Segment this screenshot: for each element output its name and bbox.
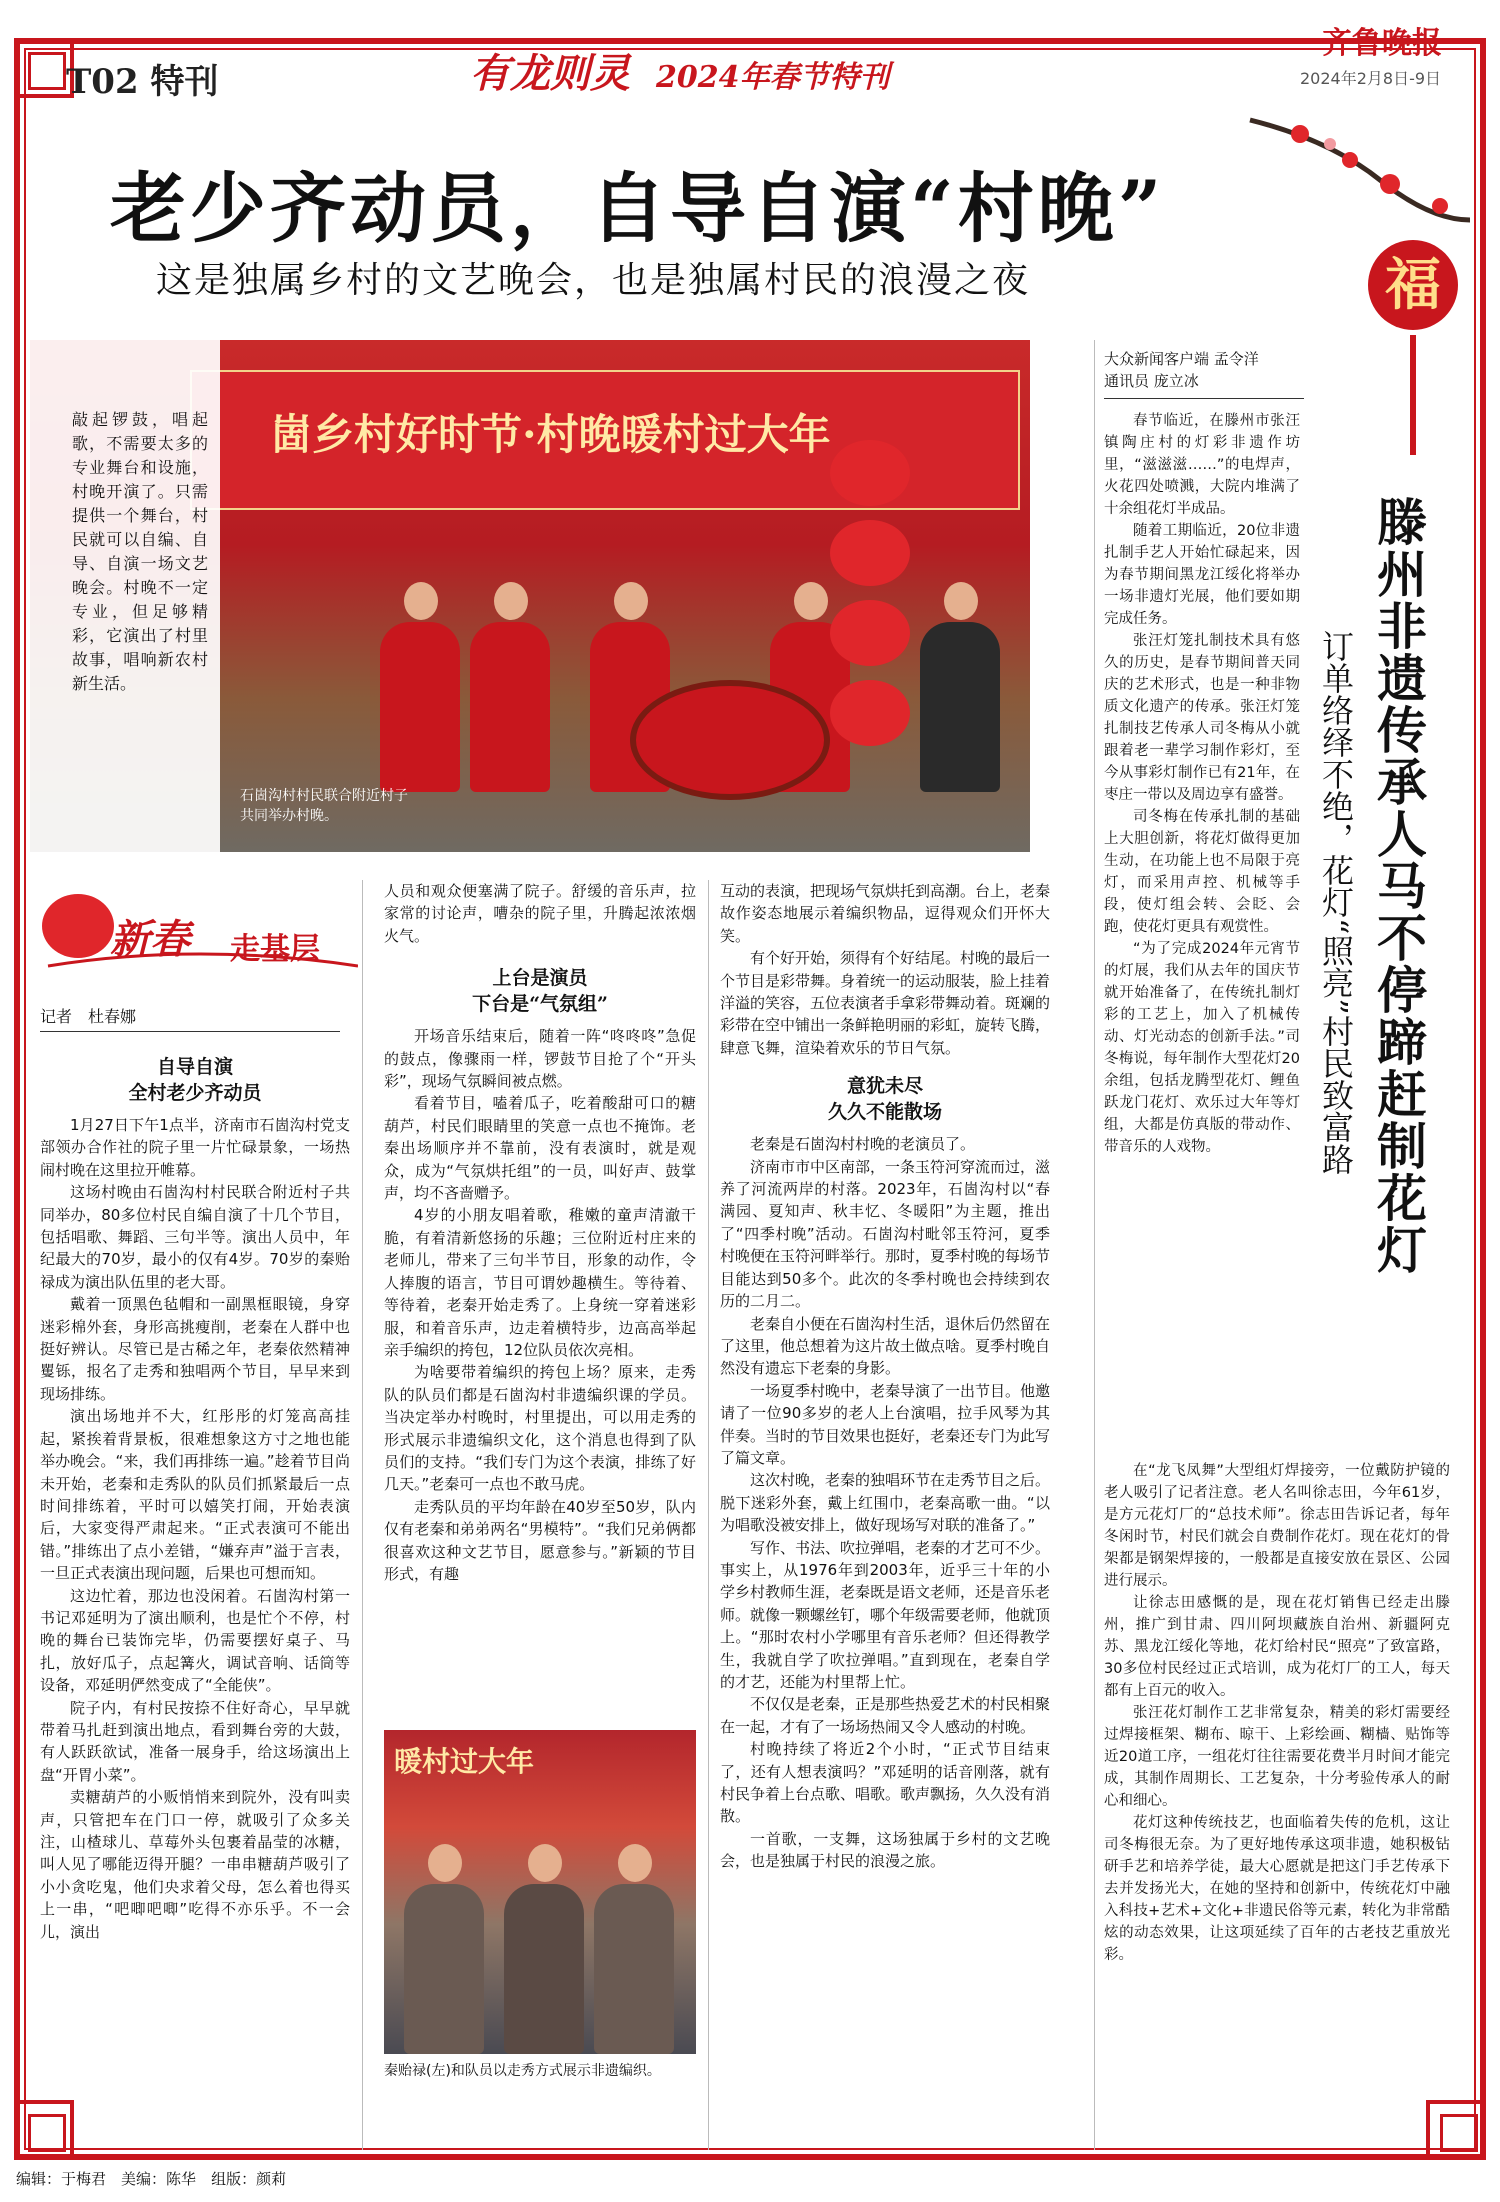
byline (1104, 348, 1304, 399)
performer-figure (404, 1884, 484, 2054)
article-column-1 (40, 1044, 350, 1943)
byline-reporter: 大众新闻客户端 孟令洋 (1104, 350, 1259, 368)
issue-label: T02 特刊 (66, 62, 219, 102)
paragraph: 走秀队员的平均年龄在40岁至50岁，队内仅有老秦和弟弟两名“男模特”。“我们兄弟俩都很喜欢这种文艺节目，愿意参与。”新颖的节目形式，有趣 (384, 1497, 696, 1583)
performer-figure (594, 1884, 674, 2054)
section-logo-text: 新春 (110, 916, 190, 963)
footer-art-editor: 美编：陈华 (121, 2170, 197, 2188)
footer-editor: 编辑：于梅君 (16, 2170, 107, 2188)
paragraph: 不仅仅是老秦，正是那些热爱艺术的村民相聚在一起，才有了一场场热闹又令人感动的村晚。 (720, 1695, 1051, 1736)
column-divider (708, 880, 709, 2150)
paragraph: 人员和观众便塞满了院子。舒缓的音乐声，拉家常的讨论声，嘈杂的院子里，升腾起浓浓烟火气。 (384, 882, 696, 945)
page-subheadline: 这是独属乡村的文艺晚会，也是独属村民的浪漫之夜 (156, 260, 1031, 301)
photo-banner-text: 暖村过大年 (394, 1745, 535, 1778)
paragraph: “为了完成2024年元宵节的灯展，我们从去年的国庆节就开始准备了，在传统扎制灯彩的工艺上，加入了机械传动、灯光动态的创新手法。”司冬梅说，每年制作大型花灯20余组，包括龙腾型花灯、鲤鱼跃龙门花灯、欢乐过大年等灯组，大都是仿真版的带动作、带音乐的人戏物。 (1104, 941, 1300, 1155)
page-footer (16, 2168, 286, 2189)
fu-lantern-icon: 福 (1368, 240, 1458, 330)
paragraph: 互动的表演，把现场气氛烘托到高潮。台上，老秦故作姿态地展示着编织物品，逗得观众们开怀大笑。 (720, 882, 1051, 945)
article-column-3 (720, 880, 1050, 1873)
drum-icon (630, 680, 830, 800)
paragraph: 村晚持续了将近2个小时，“正式节目结束了，还有人想表演吗？”邓延明的话音刚落，就有村民争着上台点歌、唱歌。歌声飘扬，久久没有消散。 (720, 1740, 1051, 1826)
section-title-line1: 意犹未尽 (846, 1075, 923, 1098)
section-logo-text-b: 走基层 (230, 932, 320, 967)
section-title-line2: 下台是“气氛组” (472, 993, 608, 1016)
footer-layout: 组版：颜莉 (211, 2170, 287, 2188)
section-title (40, 1054, 350, 1106)
paragraph: 有个好开始，须得有个好结尾。村晚的最后一个节目是彩带舞。身着统一的运动服装，脸上挂着洋溢的笑容，五位表演者手拿彩带舞动着。斑斓的彩带在空中铺出一条鲜艳明丽的彩虹，旋转飞腾，肆意飞舞，渲染着欢乐的节日气氛。 (720, 949, 1051, 1057)
sidebar-headline: 滕州非遗传承人马不停蹄赶制花灯 (1369, 496, 1428, 1276)
corner-ornament-bottom-right (1426, 2100, 1486, 2160)
section-title (720, 1073, 1050, 1125)
section-title-line2: 久久不能散场 (827, 1101, 942, 1124)
section-title-line2: 全村老少齐动员 (128, 1082, 262, 1104)
paragraph: 戴着一顶黑色毡帽和一副黑框眼镜，身穿迷彩棉外套，身形高挑瘦削，老秦在人群中也挺好辨认。尽管已是古稀之年，老秦依然精神矍铄，报名了走秀和独唱两个节目，早早来到现场排练。 (40, 1295, 350, 1403)
paragraph: 这次村晚，老秦的独唱环节在走秀节目之后。脱下迷彩外套，戴上红围巾，老秦高歌一曲。“以为唱歌没被安排上，做好现场写对联的准备了。” (720, 1471, 1051, 1535)
page-headline: 老少齐动员，自导自演“村晚” (110, 164, 1166, 253)
performer-figure (920, 622, 1000, 792)
special-title-sub: 2024年春节特刊 (656, 60, 890, 95)
photo-caption: 石崮沟村村民联合附近村子共同举办村晚。 (240, 788, 408, 824)
issue-date: 2024年2月8日-9日 (1300, 69, 1442, 88)
paragraph: 让徐志田感慨的是，现在花灯销售已经走出滕州，推广到甘肃、四川阿坝藏族自治州、新疆阿克苏、黑龙江绥化等地，花灯给村民“照亮”了致富路，30多位村民经过正式培训，成为花灯厂的工人，每天都有上百元的收入。 (1104, 1595, 1450, 1699)
paragraph: 院子内，有村民按捺不住好奇心，早早就带着马扎赶到演出地点，看到舞台旁的大鼓，有人跃跃欲试，准备一展身手，给这场演出上盘“开胃小菜”。 (40, 1698, 350, 1784)
paragraph: 看着节目，嗑着瓜子，吃着酸甜可口的糖葫芦，村民们眼睛里的笑意一点也不掩饰。老秦出场顺序并不靠前，没有表演时，就是观众，成为“气氛烘托组”的一员，叫好声、鼓掌声，均不吝啬赠予。 (384, 1094, 696, 1203)
corner-ornament-top-left (14, 38, 74, 98)
paragraph: 这边忙着，那边也没闲着。石崮沟村第一书记邓延明为了演出顺利，也是忙个不停，村晚的舞台已装饰完毕，仍需要摆好桌子、马扎，放好瓜子，点起篝火，调试音响、话筒等设备，邓延明俨然变成了“全能侠”。 (40, 1586, 350, 1695)
paragraph: 这场村晚由石崮沟村村民联合附近村子共同举办，80多位村民自编自演了十几个节目，包括唱歌、舞蹈、三句半等。演出人员中，年纪最大的70岁，最小的仅有4岁。70岁的秦贻禄成为演出队伍里的老大哥。 (40, 1183, 350, 1291)
paragraph: 写作、书法、吹拉弹唱，老秦的才艺可不少。事实上，从1976年到2003年，近乎三十年的小学乡村教师生涯，老秦既是语文老师，还是音乐老师。就像一颗螺丝钉，哪个年级需要老师，他就顶上。“那时农村小学哪里有音乐老师？但还得教学生，我就自学了吹拉弹唱。”直到现在，老秦自学的才艺，还能为村里帮上忙。 (720, 1538, 1051, 1691)
paragraph: 花灯这种传统技艺，也面临着失传的危机，这让司冬梅很无奈。为了更好地传承这项非遗，她积极钻研手艺和培养学徒，最大心愿就是把这门手艺传承下去并发扬光大，在她的坚持和创新中，传统花灯中融入科技+艺术+文化+非遗民俗等元素，转化为非常酷炫的动态效果，让这项延续了百年的古老技艺重放光彩。 (1104, 1815, 1450, 1963)
performer-figure (380, 622, 460, 792)
section-title (384, 965, 696, 1017)
paragraph: 1月27日下午1点半，济南市石崮沟村党支部领办合作社的院子里一片忙碌景象，一场热闹村晚在这里拉开帷幕。 (40, 1116, 350, 1179)
corner-ornament-bottom-left (14, 2100, 74, 2160)
paragraph: 随着工期临近，20位非遗扎制手艺人开始忙碌起来，因为春节期间黑龙江绥化将举办一场非遗灯光展，他们要如期完成任务。 (1104, 523, 1300, 627)
column-divider (362, 880, 363, 2150)
paragraph: 春节临近，在滕州市张汪镇陶庄村的灯彩非遗作坊里，“滋滋滋……”的电焊声，火花四处喷溅，大院内堆满了十余组花灯半成品。 (1104, 413, 1300, 517)
lantern-icon (830, 680, 910, 746)
paragraph: 老秦自小便在石崮沟村生活，退休后仍然留在了这里，他总想着为这片故土做点啥。夏季村晚自然没有遗忘下老秦的身影。 (720, 1314, 1051, 1378)
paragraph: 司冬梅在传承扎制的基础上大胆创新，将花灯做得更加生动，在功能上也不局限于亮灯，而采用声控、机械等手段，使灯组会转、会眨、会跑，使花灯更具有观赏性。 (1104, 809, 1300, 935)
sidebar-subheadline: 订单络绎不绝，花灯“照亮”村民致富路 (1317, 630, 1355, 1175)
paragraph: 开场音乐结束后，随着一阵“咚咚咚”急促的鼓点，像骤雨一样，锣鼓节目抢了个“开头彩”，现场气氛瞬间被点燃。 (384, 1027, 696, 1091)
lantern-icon (830, 440, 910, 506)
section-title-line1: 上台是演员 (492, 967, 588, 990)
photo-caption: 秦贻禄(左)和队员以走秀方式展示非遗编织。 (384, 2063, 661, 2079)
sidebar-article-lower (1104, 1460, 1450, 1966)
plum-branch-icon (1240, 100, 1480, 240)
paragraph: 为啥要带着编织的挎包上场？原来，走秀队的队员们都是石崮沟村非遗编织课的学员。当决定举办村晚时，村里提出，可以用走秀的形式展示非遗编织文化，这个消息也得到了队员们的支持。“我们专门为这个表演，排练了好几天。”老秦可一点也不敢马虎。 (384, 1363, 696, 1494)
special-title-main: 有龙则灵 (470, 50, 630, 97)
intro-text: 敲起锣鼓，唱起歌，不需要太多的专业舞台和设施，村晚开演了。只需提供一个舞台，村民就可以自编、自导、自演一场文艺晚会。村晚不一定专业，但足够精彩，它演出了村里故事，唱响新农村新生活。 (72, 410, 208, 693)
paragraph: 一首歌，一支舞，这场独属于乡村的文艺晚会，也是独属于村民的浪漫之旅。 (720, 1829, 1050, 1871)
paragraph: 卖糖葫芦的小贩悄悄来到院外，没有叫卖声，只管把车在门口一停，就吸引了众多关注，山楂球儿、草莓外头包裹着晶莹的冰糖，叫人见了哪能迈得开腿？一串串糖葫芦吸引了小小贪吃鬼，他们央求着父母，怎么着也得买上一串，“吧唧吧唧”吃得不亦乐乎。不一会儿，演出 (40, 1788, 350, 1941)
lantern-icon (830, 520, 910, 586)
paragraph: 4岁的小朋友唱着歌，稚嫩的童声清澈干脆，有着清新悠扬的乐趣；三位附近村庄来的老师儿，带来了三句半节目，形象的动作，令人捧腹的语言，节目可谓妙趣横生。等待着、等待着，老秦开始走秀了。上身统一穿着迷彩服，和着音乐声，边走着横特步，边高高举起亲手编织的挎包，12位队员依次亮相。 (384, 1206, 696, 1359)
paragraph: 张汪灯笼扎制技术具有悠久的历史，是春节期间普天同庆的艺术形式，也是一种非物质文化遗产的传承。张汪灯笼扎制技艺传承人司冬梅从小就跟着老一辈学习制作彩灯，至今从事彩灯制作已有21年，在枣庄一带以及周边享有盛誉。 (1104, 633, 1300, 803)
performer-figure (470, 622, 550, 792)
paragraph: 张汪花灯制作工艺非常复杂，精美的彩灯需要经过焊接框架、糊布、晾干、上彩绘画、糊樯、贴饰等近20道工序，一组花灯往往需要花费半月时间才能完成，其制作周期长、工艺复杂，十分考验传承人的耐心和细心。 (1104, 1705, 1450, 1809)
sidebar-article-upper (1104, 410, 1300, 1158)
byline-correspondent: 通讯员 庞立冰 (1104, 372, 1199, 390)
paragraph: 老秦是石崮沟村村晚的老演员了。 (750, 1135, 976, 1154)
lantern-icon (830, 600, 910, 666)
tassel-icon (1410, 335, 1416, 455)
paragraph: 演出场地并不大，红彤彤的灯笼高高挂起，紧挨着背景板，很难想象这方寸之地也能举办晚会。“来，我们再排练一遍。”趁着节目尚未开始，老秦和走秀队的队员们抓紧最后一点时间排练着，平时可以嬉笑打闹，开始表演后，大家变得严肃起来。“正式表演可不能出错。”排练出了点小差错，“嫌弃声”溢于言表，一旦正式表演出现问题，后果也可想而知。 (40, 1407, 350, 1583)
paragraph: 济南市市中区南部，一条玉符河穿流而过，滋养了河流两岸的村落。2023年，石崮沟村以“春满园、夏知声、秋丰忆、冬暖阳”为主题，推出了“四季村晚”活动。石崮沟村毗邻玉符河，夏季村晚便在玉符河畔举行。那时，夏季村晚的每场节目能达到50多个。此次的冬季村晚也会持续到农历的二月二。 (720, 1157, 1051, 1311)
paragraph: 在“龙飞凤舞”大型组灯焊接旁，一位戴防护镜的老人吸引了记者注意。老人名叫徐志田，今年61岁，是方元花灯厂的“总技术师”。徐志田告诉记者，每年冬闲时节，村民们就会自费制作花灯。现在花灯的骨架都是钢架焊接的，一般都是直接安放在景区、公园进行展示。 (1104, 1463, 1450, 1589)
column-divider (1094, 340, 1095, 2150)
special-title (470, 42, 890, 99)
byline: 记者 杜春娜 (40, 1004, 340, 1032)
article-column-2 (384, 880, 696, 1585)
paragraph: 一场夏季村晚中，老秦导演了一出节目。他邀请了一位90多岁的老人上台演唱，拉手风琴为其伴奏。当时的节目效果也挺好，老秦还专门为此写了篇文章。 (720, 1381, 1051, 1467)
photo-weaving-show (384, 1730, 696, 2054)
photo-overlay-intro (30, 340, 220, 852)
section-title-line1: 自导自演 (156, 1056, 233, 1078)
stage-banner-text: 崮乡村好时节·村晚暖村过大年 (270, 410, 831, 459)
performer-figure (504, 1884, 584, 2054)
newspaper-logo: 齐鲁晚报 (1322, 26, 1442, 61)
